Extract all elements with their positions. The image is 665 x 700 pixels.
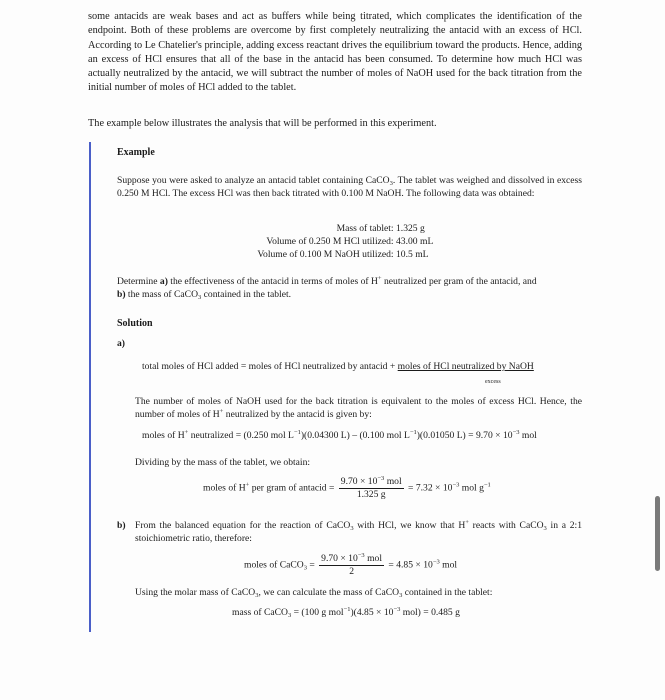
- total-moles-equation: total moles of HCl added = moles of HCl neutralized by antacid + moles of HCl neutralized by NaOH: [142, 361, 534, 372]
- molar-mass-text: Using the molar mass of CaCO$_3$, we can calculate the mass of CaCO$_3$ contained in the tablet:: [135, 587, 493, 599]
- example-heading: Example: [117, 147, 155, 158]
- stoichiometry-text: From the balanced equation for the reaction of CaCO$_3$ with HCl, we know that H+ reacts with CaCO$_3$ in a 2:1 stoichiometric ratio, therefore:: [135, 519, 582, 544]
- vertical-scrollbar[interactable]: [655, 496, 660, 571]
- intro-paragraph: some antacids are weak bases and act as buffers while being titrated, which complicates the identification of the endpoint. Both of these problems are overcome by first completely neutralizing the antacid with an excess of HCl. According to Le Chatelier's principle, adding excess reactant drives the equilibrium toward the products. Hence, adding an excess of HCl ensures that all of the base in the antacid has been consumed. To determine how much HCl was actually neutralized by the antacid, we will subtract the number of moles of NaOH used for the back titration from the initial number of moles of HCl added to the tablet.: [88, 11, 582, 94]
- data-row-naoh: Volume of 0.100 M NaOH utilized: 10.5 mL: [257, 249, 429, 260]
- solution-heading: Solution: [117, 318, 153, 329]
- mass-caco3-equation: mass of CaCO$_3$ = (100 g $mol^{-1})(4.85 \times 10^{-3}$ mol) = 0.485 g: [232, 606, 460, 619]
- back-titration-explanation: The number of moles of NaOH used for the back titration is equivalent to the moles of excess HCl. Hence, the number of moles of H+ neutralized by the antacid is given by:: [135, 396, 582, 420]
- part-a-label: a): [117, 338, 125, 349]
- divide-text: Dividing by the mass of the tablet, we obtain:: [135, 457, 311, 468]
- excess-note: excess: [485, 379, 501, 385]
- example-problem: Suppose you were asked to analyze an antacid tablet containing CaCO$_3$. The tablet was weighed and dissolved in excess 0.250 M HCl. The excess HCl was then back titrated with 0.100 M NaOH. The following data was obtained:: [117, 175, 582, 199]
- data-row-hcl: Volume of 0.250 M HCl utilized: 43.00 mL: [266, 236, 434, 247]
- per-gram-fraction: $\frac{9.70 \times 10^{-3} mol}{1.325 g}$: [340, 475, 402, 500]
- moles-caco3-equation: moles of CaCO$_3$ = $\frac{9.70 \times 10^{-3} mol}{2}$ = $4.85 \times 10^{-3}$ mol: [244, 552, 458, 577]
- example-determine: Determine a) the effectiveness of the antacid in terms of moles of H+ neutralized per gram of the antacid, and b) the mass of CaCO$_3$ contained in the tablet.: [117, 275, 537, 301]
- part-b-label: b): [117, 520, 126, 531]
- moles-h-neutralized-calc: moles of H+ neutralized = (0.250 mol $L^{-1})(0.04300$ L) – (0.100 mol $L^{-1})(0.01050$ $L) = 9.70 \times 10^{-3}$ mol: [142, 429, 537, 441]
- per-gram-equation: moles of H+ per gram of antacid = $\frac{9.70 \times 10^{-3} mol}{1.325 g}$ = $7.32 \times 10^{-3}$ mol $g^{-1}$: [203, 475, 491, 500]
- moles-caco3-fraction: $\frac{9.70 \times 10^{-3} mol}{2}$: [321, 552, 383, 577]
- data-row-mass: Mass of tablet: 1.325 g: [336, 223, 425, 234]
- lead-sentence: The example below illustrates the analysis that will be performed in this experiment.: [88, 118, 437, 129]
